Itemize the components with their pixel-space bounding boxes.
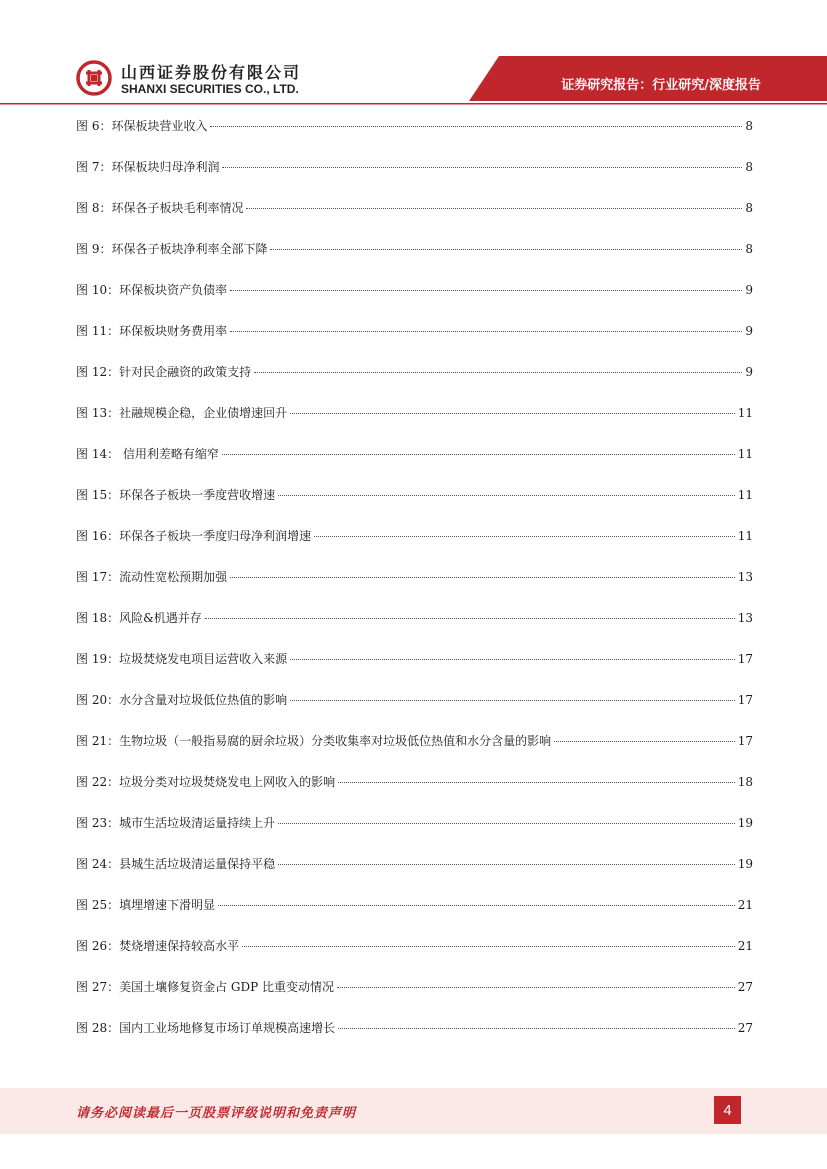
dot-leader <box>222 167 742 168</box>
toc-entry-title: 图 8：环保各子板块毛利率情况 <box>76 201 244 215</box>
toc-entry-title: 图 11：环保板块财务费用率 <box>76 324 228 338</box>
dot-leader <box>337 987 735 988</box>
toc-entry[interactable] <box>76 159 753 200</box>
dot-leader <box>230 577 735 578</box>
toc-entry-page: 19 <box>737 816 753 830</box>
toc-entry-page: 13 <box>737 611 753 625</box>
toc-entry-title: 图 10：环保板块资产负债率 <box>76 283 228 297</box>
toc-entry-title: 图 15：环保各子板块一季度营收增速 <box>76 488 276 502</box>
toc-entry-page: 27 <box>737 1021 753 1035</box>
dot-leader <box>278 864 735 865</box>
toc-entry[interactable] <box>76 118 753 159</box>
toc-entry-page: 19 <box>737 857 753 871</box>
dot-leader <box>218 905 735 906</box>
toc-entry[interactable] <box>76 1020 753 1061</box>
toc-entry-title: 图 16：环保各子板块一季度归母净利润增速 <box>76 529 312 543</box>
toc-entry[interactable] <box>76 856 753 897</box>
toc-entry-title: 图 7：环保板块归母净利润 <box>76 160 220 174</box>
toc-entry-title: 图 6：环保板块营业收入 <box>76 119 208 133</box>
toc-entry[interactable] <box>76 528 753 569</box>
toc-entry-page: 17 <box>737 734 753 748</box>
toc-entry[interactable] <box>76 323 753 364</box>
toc-entry[interactable] <box>76 897 753 938</box>
figure-list <box>76 118 753 1061</box>
toc-entry-page: 8 <box>745 242 753 256</box>
toc-entry-title: 图 12：针对民企融资的政策支持 <box>76 365 252 379</box>
toc-entry-page: 17 <box>737 693 753 707</box>
dot-leader <box>278 495 735 496</box>
toc-entry-title: 图 21：生物垃圾（一般指易腐的厨余垃圾）分类收集率对垃圾低位热值和水分含量的影响 <box>76 734 552 748</box>
toc-entry-title: 图 14： 信用利差略有缩窄 <box>76 447 219 461</box>
toc-entry-page: 11 <box>737 529 753 543</box>
toc-entry-title: 图 23：城市生活垃圾清运量持续上升 <box>76 816 276 830</box>
toc-entry-page: 11 <box>737 488 753 502</box>
dot-leader <box>338 782 735 783</box>
dot-leader <box>314 536 735 537</box>
dot-leader <box>230 290 742 291</box>
toc-entry-page: 21 <box>737 939 753 953</box>
toc-entry-title: 图 20：水分含量对垃圾低位热值的影响 <box>76 693 288 707</box>
toc-entry-page: 18 <box>737 775 753 789</box>
dot-leader <box>554 741 735 742</box>
toc-entry[interactable] <box>76 446 753 487</box>
toc-entry-page: 27 <box>737 980 753 994</box>
dot-leader <box>290 700 735 701</box>
toc-entry-title: 图 28：国内工业场地修复市场订单规模高速增长 <box>76 1021 336 1035</box>
dot-leader <box>205 618 735 619</box>
toc-entry[interactable] <box>76 282 753 323</box>
toc-entry-page: 13 <box>737 570 753 584</box>
toc-entry[interactable] <box>76 692 753 733</box>
toc-entry-title: 图 22：垃圾分类对垃圾焚烧发电上网收入的影响 <box>76 775 336 789</box>
company-name-cn: 山西证券股份有限公司 <box>121 63 302 82</box>
toc-entry-page: 9 <box>745 365 753 379</box>
company-name-en: SHANXI SECURITIES CO., LTD. <box>121 82 299 96</box>
toc-entry-title: 图 24：县城生活垃圾清运量保持平稳 <box>76 857 276 871</box>
toc-entry-title: 图 17：流动性宽松预期加强 <box>76 570 228 584</box>
dot-leader <box>222 454 735 455</box>
dot-leader <box>210 126 742 127</box>
toc-entry-page: 8 <box>745 160 753 174</box>
dot-leader <box>290 659 735 660</box>
dot-leader <box>246 208 742 209</box>
toc-entry-title: 图 9：环保各子板块净利率全部下降 <box>76 242 268 256</box>
toc-entry-page: 11 <box>737 447 753 461</box>
dot-leader <box>278 823 735 824</box>
toc-entry[interactable] <box>76 364 753 405</box>
toc-entry[interactable] <box>76 815 753 856</box>
dot-leader <box>254 372 742 373</box>
toc-entry[interactable] <box>76 200 753 241</box>
toc-entry[interactable] <box>76 979 753 1020</box>
toc-entry-page: 9 <box>745 324 753 338</box>
dot-leader <box>230 331 742 332</box>
toc-entry-title: 图 25：填埋增速下滑明显 <box>76 898 216 912</box>
toc-entry[interactable] <box>76 774 753 815</box>
toc-entry-title: 图 18：风险&机遇并存 <box>76 611 202 625</box>
toc-entry-title: 图 13：社融规模企稳，企业债增速回升 <box>76 406 288 420</box>
toc-entry-title: 图 26：焚烧增速保持较高水平 <box>76 939 240 953</box>
toc-entry[interactable] <box>76 241 753 282</box>
toc-entry-page: 9 <box>745 283 753 297</box>
toc-entry[interactable] <box>76 569 753 610</box>
toc-entry-title: 图 19：垃圾焚烧发电项目运营收入来源 <box>76 652 288 666</box>
toc-entry[interactable] <box>76 651 753 692</box>
toc-entry[interactable] <box>76 487 753 528</box>
toc-entry-title: 图 27：美国土壤修复资金占 GDP 比重变动情况 <box>76 980 334 994</box>
dot-leader <box>270 249 742 250</box>
disclaimer-notice: 请务必阅读最后一页股票评级说明和免责声明 <box>76 1106 357 1121</box>
dot-leader <box>242 946 735 947</box>
toc-entry[interactable] <box>76 610 753 651</box>
page-header <box>0 0 827 110</box>
page-footer <box>0 1088 827 1134</box>
toc-entry[interactable] <box>76 405 753 446</box>
toc-entry[interactable] <box>76 733 753 774</box>
toc-entry[interactable] <box>76 938 753 979</box>
company-logo-icon <box>76 60 112 96</box>
toc-entry-page: 17 <box>737 652 753 666</box>
dot-leader <box>290 413 735 414</box>
toc-entry-page: 8 <box>745 201 753 215</box>
page-number: 4 <box>714 1096 741 1124</box>
report-type-label: 证券研究报告：行业研究/深度报告 <box>561 78 761 93</box>
toc-entry-page: 21 <box>737 898 753 912</box>
dot-leader <box>338 1028 735 1029</box>
toc-entry-page: 11 <box>737 406 753 420</box>
toc-entry-page: 8 <box>745 119 753 133</box>
